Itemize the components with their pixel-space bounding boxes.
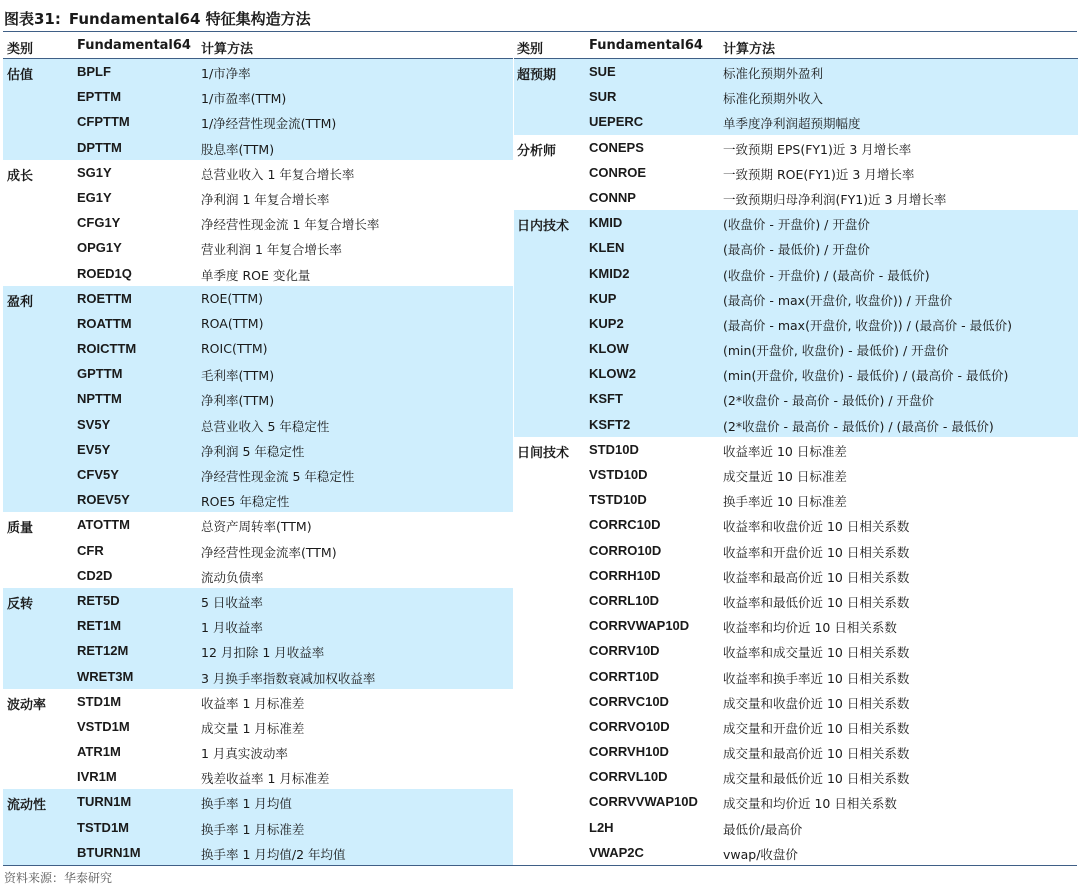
table-row (3, 764, 513, 789)
feature-code: EPTTM (77, 89, 122, 105)
feature-method: (收盘价 - 开盘价) / (最高价 - 最低价) (723, 267, 930, 283)
feature-code: SUE (589, 64, 616, 79)
feature-code: CFPTTM (77, 114, 130, 130)
feature-code: KSFT2 (589, 416, 631, 432)
feature-method: 换手率 1 月均值/2 年均值 (201, 846, 346, 862)
table-row (3, 638, 513, 663)
feature-code: VSTD10D (589, 467, 648, 482)
feature-code: L2H (589, 819, 614, 835)
category-group (3, 689, 513, 790)
table-row (3, 613, 513, 638)
table-row (3, 361, 513, 386)
category-label: 日内技术 (517, 219, 570, 235)
feature-method: 总营业收入 5 年稳定性 (201, 418, 330, 434)
header-name: Fundamental64 (77, 38, 191, 53)
table-row (514, 840, 1078, 865)
category-group (3, 512, 513, 588)
feature-code: RET1M (77, 618, 122, 634)
table-row (3, 185, 513, 210)
feature-code: CORRVWAP10D (589, 618, 690, 634)
feature-method: (最高价 - 最低价) / 开盘价 (723, 242, 870, 258)
right-table-header (514, 33, 1078, 59)
feature-method: 净经营性现金流 5 年稳定性 (201, 469, 355, 484)
table-row (514, 261, 1078, 286)
feature-method: 3 月换手率指数衰减加权收益率 (201, 670, 376, 686)
table-row (514, 538, 1078, 563)
table-row (514, 361, 1078, 386)
table-row (514, 336, 1078, 361)
table-row (514, 412, 1078, 437)
category-group (514, 210, 1078, 437)
table-row (514, 613, 1078, 638)
feature-code: EG1Y (77, 189, 112, 205)
category-label: 估值 (7, 68, 34, 83)
table-row (514, 714, 1078, 739)
feature-method: 换手率 1 月均值 (201, 796, 292, 812)
table-row (3, 739, 513, 764)
table-row (514, 437, 1078, 462)
table-row (514, 286, 1078, 311)
table-row (3, 714, 513, 739)
feature-code: CFR (77, 542, 104, 558)
table-row (3, 689, 513, 714)
feature-code: KMID (589, 215, 623, 231)
category-group (514, 135, 1078, 211)
category-label: 波动率 (7, 697, 47, 713)
feature-code: CORRVH10D (589, 744, 669, 760)
feature-code: GPTTM (77, 366, 123, 382)
table-row (514, 185, 1078, 210)
table-row (3, 160, 513, 185)
table-row (3, 286, 513, 311)
feature-method: 收益率和均价近 10 日相关系数 (723, 620, 897, 636)
feature-method: 股息率(TTM) (201, 141, 275, 157)
feature-method: 换手率 1 月标准差 (201, 821, 305, 837)
feature-method: 单季度净利润超预期幅度 (723, 116, 861, 132)
table-row (3, 789, 513, 814)
feature-code: KLOW (589, 341, 629, 357)
feature-method: 收益率和最高价近 10 日相关系数 (723, 569, 910, 585)
feature-code: SV5Y (77, 416, 111, 432)
category-label: 流动性 (7, 798, 47, 814)
table-row (3, 512, 513, 537)
feature-method: 毛利率(TTM) (201, 368, 275, 384)
feature-code: WRET3M (77, 668, 134, 684)
header-category: 类别 (7, 42, 34, 57)
feature-code: CORRVVWAP10D (589, 794, 698, 810)
feature-method: 净利润 5 年稳定性 (201, 443, 305, 459)
feature-method: 成交量近 10 日标准差 (723, 469, 847, 484)
table-row (514, 386, 1078, 411)
feature-code: KUP2 (589, 315, 624, 331)
feature-method: 成交量和开盘价近 10 日相关系数 (723, 720, 910, 736)
category-group (3, 59, 513, 160)
feature-code: BTURN1M (77, 844, 141, 860)
feature-method: 成交量和最高价近 10 日相关系数 (723, 746, 910, 762)
table-row (3, 840, 513, 865)
figure-title (4, 8, 311, 29)
feature-method: 一致预期 ROE(FY1)近 3 月增长率 (723, 166, 915, 182)
feature-method: 单季度 ROE 变化量 (201, 267, 311, 283)
category-group (3, 286, 513, 513)
table-row (3, 210, 513, 235)
feature-method: 1/净经营性现金流(TTM) (201, 116, 337, 132)
feature-code: ROED1Q (77, 265, 132, 281)
header-category: 类别 (517, 42, 544, 57)
feature-code: CORRO10D (589, 542, 662, 558)
feature-method: 净经营性现金流 1 年复合增长率 (201, 217, 380, 233)
feature-code: STD1M (77, 693, 122, 709)
feature-method: 收益率和收盘价近 10 日相关系数 (723, 519, 910, 535)
feature-code: KUP (589, 290, 617, 306)
table-row (3, 487, 513, 512)
feature-code: NPTTM (77, 391, 122, 407)
table-row (514, 789, 1078, 814)
figure-title-text: Fundamental64 特征集构造方法 (68, 10, 311, 28)
table-row (3, 336, 513, 361)
feature-code: CFV5Y (77, 467, 119, 482)
header-method: 计算方法 (723, 42, 776, 57)
bottom-rule (3, 865, 1077, 866)
feature-code: VSTD1M (77, 718, 130, 734)
table-row (3, 412, 513, 437)
category-label: 反转 (7, 596, 34, 612)
feature-method: (min(开盘价, 收盘价) - 最低价) / 开盘价 (723, 343, 949, 359)
table-row (3, 588, 513, 613)
feature-method: (收盘价 - 开盘价) / 开盘价 (723, 217, 870, 233)
feature-code: ROICTTM (77, 341, 137, 357)
table-row (3, 84, 513, 109)
category-group (3, 789, 513, 865)
category-label: 超预期 (517, 68, 557, 83)
feature-method: 5 日收益率 (201, 594, 263, 610)
table-row (514, 135, 1078, 160)
table-row (3, 437, 513, 462)
feature-code: EV5Y (77, 441, 111, 457)
feature-method: 残差收益率 1 月标准差 (201, 771, 330, 787)
feature-method: (2*收盘价 - 最高价 - 最低价) / 开盘价 (723, 393, 935, 409)
feature-code: RET5D (77, 592, 120, 608)
feature-code: RET12M (77, 643, 129, 659)
feature-code: KLOW2 (589, 366, 636, 382)
feature-code: ROETTM (77, 290, 132, 306)
feature-code: CONEPS (589, 139, 644, 155)
top-rule (3, 31, 1077, 32)
table-row (3, 59, 513, 84)
feature-method: 净利率(TTM) (201, 393, 275, 409)
feature-method: 最低价/最高价 (723, 821, 803, 837)
feature-code: STD10D (589, 441, 639, 457)
category-label: 盈利 (7, 294, 34, 310)
feature-method: 成交量 1 月标准差 (201, 720, 305, 736)
table-row (514, 512, 1078, 537)
category-group (514, 437, 1078, 865)
table-row (514, 588, 1078, 613)
feature-method: ROE(TTM) (201, 290, 264, 306)
table-row (3, 386, 513, 411)
right-table (514, 33, 1078, 865)
category-label: 日间技术 (517, 445, 570, 461)
feature-code: IVR1M (77, 769, 117, 785)
table-row (514, 563, 1078, 588)
table-row (514, 638, 1078, 663)
table-row (514, 664, 1078, 689)
feature-method: 收益率近 10 日标准差 (723, 443, 847, 459)
table-row (3, 311, 513, 336)
feature-method: 收益率和开盘价近 10 日相关系数 (723, 544, 910, 560)
feature-code: CORRVL10D (589, 769, 668, 785)
feature-method: 收益率和换手率近 10 日相关系数 (723, 670, 910, 686)
figure-number: 图表31: (4, 10, 61, 28)
table-row (514, 311, 1078, 336)
feature-code: UEPERC (589, 114, 644, 130)
table-row (3, 664, 513, 689)
feature-code: SG1Y (77, 164, 112, 180)
feature-method: 收益率和成交量近 10 日相关系数 (723, 645, 910, 661)
feature-code: TURN1M (77, 794, 132, 810)
feature-method: 净经营性现金流率(TTM) (201, 544, 337, 560)
header-method: 计算方法 (201, 42, 254, 57)
feature-code: BPLF (77, 64, 111, 79)
table-row (3, 109, 513, 134)
feature-code: ATR1M (77, 744, 121, 760)
feature-method: 一致预期 EPS(FY1)近 3 月增长率 (723, 141, 912, 157)
feature-code: CORRL10D (589, 592, 660, 608)
feature-code: CORRC10D (589, 517, 661, 533)
table-row (514, 462, 1078, 487)
table-row (514, 739, 1078, 764)
table-row (3, 815, 513, 840)
feature-code: CONROE (589, 164, 647, 180)
feature-method: 收益率和最低价近 10 日相关系数 (723, 594, 910, 610)
feature-code: TSTD10D (589, 492, 647, 508)
table-row (514, 487, 1078, 512)
feature-code: CFG1Y (77, 215, 121, 231)
table-row (514, 815, 1078, 840)
feature-method: (2*收盘价 - 最高价 - 最低价) / (最高价 - 最低价) (723, 418, 994, 434)
table-row (514, 210, 1078, 235)
feature-code: CORRVO10D (589, 718, 670, 734)
feature-method: 1/市净率 (201, 66, 251, 81)
feature-method: 1/市盈率(TTM) (201, 91, 287, 107)
feature-code: DPTTM (77, 139, 122, 155)
table-row (514, 764, 1078, 789)
table-row (514, 109, 1078, 134)
table-row (3, 235, 513, 260)
feature-code: CORRVC10D (589, 693, 669, 709)
feature-method: 12 月扣除 1 月收益率 (201, 645, 325, 661)
feature-code: TSTD1M (77, 819, 129, 835)
table-row (3, 563, 513, 588)
left-table-body (3, 59, 513, 865)
feature-method: (最高价 - max(开盘价, 收盘价)) / (最高价 - 最低价) (723, 317, 1013, 333)
feature-code: OPG1Y (77, 240, 122, 256)
table-row (3, 135, 513, 160)
table-row (514, 235, 1078, 260)
table-row (514, 59, 1078, 84)
table-row (3, 462, 513, 487)
table-row (3, 261, 513, 286)
feature-code: CONNP (589, 189, 636, 205)
category-group (3, 160, 513, 286)
feature-method: (min(开盘价, 收盘价) - 最低价) / (最高价 - 最低价) (723, 368, 1009, 384)
table-row (514, 160, 1078, 185)
feature-method: ROE5 年稳定性 (201, 494, 290, 510)
feature-method: ROA(TTM) (201, 315, 264, 331)
feature-code: CD2D (77, 567, 113, 583)
feature-code: KSFT (589, 391, 623, 407)
category-label: 分析师 (517, 143, 557, 159)
category-label: 成长 (7, 168, 34, 184)
header-name: Fundamental64 (589, 38, 703, 53)
feature-code: KMID2 (589, 265, 630, 281)
feature-method: vwap/收盘价 (723, 846, 798, 862)
feature-method: 收益率 1 月标准差 (201, 695, 305, 711)
feature-method: 流动负债率 (201, 569, 264, 585)
feature-code: ROATTM (77, 315, 132, 331)
feature-code: VWAP2C (589, 844, 644, 860)
feature-method: 标准化预期外收入 (723, 91, 824, 107)
feature-method: 营业利润 1 年复合增长率 (201, 242, 342, 258)
category-group (514, 59, 1078, 135)
feature-code: SUR (589, 89, 617, 105)
feature-code: KLEN (589, 240, 625, 256)
feature-method: ROIC(TTM) (201, 341, 268, 357)
feature-method: 换手率近 10 日标准差 (723, 494, 847, 510)
category-group (3, 588, 513, 689)
category-label: 质量 (7, 521, 34, 537)
table-row (3, 538, 513, 563)
feature-method: 总营业收入 1 年复合增长率 (201, 166, 355, 182)
left-table-header (3, 33, 513, 59)
left-table (3, 33, 513, 865)
feature-method: 1 月真实波动率 (201, 746, 288, 762)
table-row (514, 84, 1078, 109)
feature-method: 成交量和均价近 10 日相关系数 (723, 796, 897, 812)
feature-method: 标准化预期外盈利 (723, 66, 824, 81)
feature-method: 净利润 1 年复合增长率 (201, 191, 330, 207)
feature-method: 成交量和最低价近 10 日相关系数 (723, 771, 910, 787)
feature-method: 成交量和收盘价近 10 日相关系数 (723, 695, 910, 711)
table-row (514, 689, 1078, 714)
source-note: 资料来源：华泰研究 (4, 871, 113, 885)
feature-code: CORRH10D (589, 567, 661, 583)
feature-code: CORRT10D (589, 668, 660, 684)
feature-method: 总资产周转率(TTM) (201, 519, 312, 535)
right-table-body (514, 59, 1078, 865)
feature-code: ATOTTM (77, 517, 130, 533)
feature-code: ROEV5Y (77, 492, 130, 508)
feature-method: 1 月收益率 (201, 620, 263, 636)
feature-method: 一致预期归母净利润(FY1)近 3 月增长率 (723, 191, 947, 207)
feature-method: (最高价 - max(开盘价, 收盘价)) / 开盘价 (723, 292, 953, 308)
feature-code: CORRV10D (589, 643, 660, 659)
